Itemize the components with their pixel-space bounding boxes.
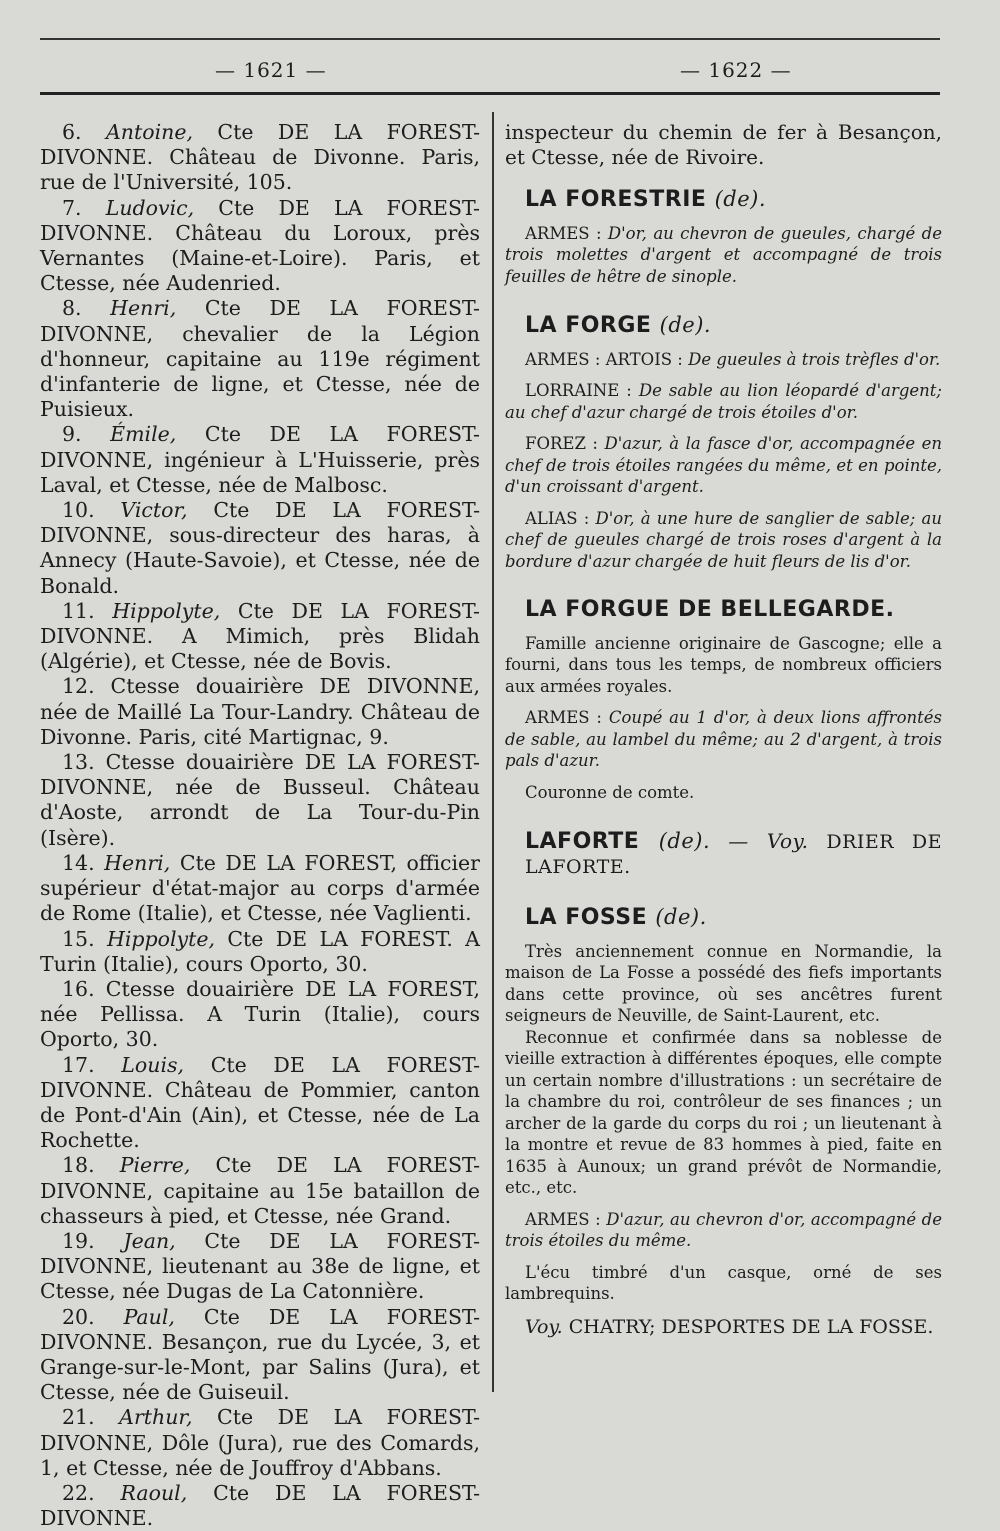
entry-number: 14.	[62, 850, 95, 875]
entry-number: 11.	[62, 598, 95, 623]
entry-number: 18.	[62, 1153, 95, 1178]
left-entry	[40, 120, 480, 196]
entry-text: Cte DE LA FOREST-DIVONNE.	[40, 1480, 480, 1531]
left-entry	[40, 599, 480, 675]
entry-name: Raoul,	[120, 1480, 188, 1505]
left-entry	[40, 674, 480, 750]
left-entry	[40, 1153, 480, 1229]
arms-forge-alias: ALIAS : D'or, à une hure de sanglier de sable; au chef de gueules chargé de trois roses d'argent à la bordure d'azur chargée de huit fleurs de lis d'or.	[505, 508, 942, 571]
left-entry	[40, 1305, 480, 1406]
left-entry	[40, 1405, 480, 1481]
fosse-paragraph-1: Très anciennement connue en Normandie, la maison de La Fosse a possédé des fiefs importants dans cette province, où ses ancêtres furent seigneurs de Neuville, de Saint-Laurent, etc.	[505, 941, 942, 1025]
fosse-paragraph-2: Reconnue et confirmée dans sa noblesse de vieille extraction à différentes époques, elle compte un certain nombre d'illustrations : un secrétaire de la chambre du roi, contrôleur de ses finances ; un archer de la garde du corps du roi ; un lieutenant à la montre et revue de 83 hommes à pied, faite en 1635 à Aunoux; un grand prévôt de Normandie, etc., etc.	[505, 1027, 942, 1197]
entry-text: Cte DE LA FOREST-DIVONNE. Château du Loroux, près Vernantes (Maine-et-Loire). Paris, et Ctesse, née Audenried.	[40, 195, 480, 296]
entry-text: Ctesse douairière DE LA FOREST, née Pellissa. A Turin (Italie), cours Oporto, 30.	[40, 976, 480, 1052]
left-page-number: — 1621 —	[215, 58, 327, 82]
entry-number: 21.	[62, 1405, 95, 1430]
entry-number: 22.	[62, 1480, 95, 1505]
left-entry	[40, 296, 480, 422]
column-divider	[492, 112, 494, 1392]
header-rule	[40, 92, 940, 95]
fosse-see-also: Voy. CHATRY; DESPORTES DE LA FOSSE.	[525, 1315, 934, 1338]
arms-forge-artois: ARMES : ARTOIS : De gueules à trois trèfles d'or.	[525, 349, 941, 369]
entry-name: Hippolyte,	[112, 598, 221, 623]
entry-name: Émile,	[110, 422, 177, 447]
entry-number: 16.	[62, 976, 95, 1001]
entry-title-laforte: LAFORTE (de). — Voy. DRIER DE LAFORTE.	[525, 829, 942, 878]
entry-text: Cte DE LA FOREST-DIVONNE. A Mimich, près Blidah (Algérie), et Ctesse, née de Bovis.	[40, 598, 480, 674]
left-entry	[40, 1229, 480, 1305]
entry-number: 13.	[62, 750, 95, 775]
left-entry	[40, 927, 480, 977]
arms-forgue: ARMES : Coupé au 1 d'or, à deux lions affrontés de sable, au lambel du même; au 2 d'argent, à trois pals d'azur.	[505, 708, 942, 770]
left-entry	[40, 422, 480, 498]
entry-text: Cte DE LA FOREST-DIVONNE. Château de Divonne. Paris, rue de l'Université, 105.	[40, 120, 480, 195]
left-entry	[40, 851, 480, 927]
entry-name: Paul,	[123, 1304, 175, 1329]
entry-title-forgue: LA FORGUE DE BELLEGARDE.	[525, 597, 895, 622]
entry-text: Cte DE LA FOREST-DIVONNE, ingénieur à L'Huisserie, près Laval, et Ctesse, née de Malbosc.	[40, 422, 480, 497]
entry-number: 7.	[62, 195, 82, 220]
entry-title-forge: LA FORGE (de).	[525, 313, 712, 338]
entry-title-fosse: LA FOSSE (de).	[525, 905, 707, 930]
entry-number: 17.	[62, 1052, 95, 1077]
continuation-text: inspecteur du chemin de fer à Besançon, et Ctesse, née de Rivoire.	[505, 120, 942, 169]
left-entry	[40, 196, 480, 297]
arms-forge-lorraine: LORRAINE : De sable au lion léopardé d'argent; au chef d'azur chargé de trois étoiles d'or.	[505, 381, 942, 422]
entry-text: Cte DE LA FOREST-DIVONNE. Château de Pommier, canton de Pont-d'Ain (Ain), et Ctesse, née de La Rochette.	[40, 1052, 480, 1153]
entry-name: Henri,	[104, 850, 171, 875]
top-rule	[40, 38, 940, 40]
entry-text: Ctesse douairière DE LA FOREST-DIVONNE, née de Busseul. Château d'Aoste, arrondt de La Tour-du-Pin (Isère).	[40, 750, 480, 850]
entry-name: Jean,	[123, 1228, 176, 1253]
entry-name: Victor,	[120, 498, 188, 523]
entry-text: Cte DE LA FOREST-DIVONNE, Dôle (Jura), rue des Comards, 1, et Ctesse, née de Jouffroy d'Abbans.	[40, 1405, 480, 1480]
right-page-number: — 1622 —	[680, 58, 792, 82]
entry-name: Hippolyte,	[106, 926, 215, 951]
forgue-intro: Famille ancienne originaire de Gascogne; elle a fourni, dans tous les temps, de nombreux officiers aux armées royales.	[505, 633, 942, 696]
entry-name: Arthur,	[119, 1405, 193, 1430]
entry-text: Cte DE LA FOREST-DIVONNE, lieutenant au 38e de ligne, et Ctesse, née Dugas de La Catonnière.	[40, 1228, 480, 1304]
entry-name: Louis,	[121, 1052, 185, 1077]
entry-number: 19.	[62, 1228, 95, 1253]
entry-title-forestrie: LA FORESTRIE (de).	[525, 187, 767, 212]
entry-number: 6.	[62, 120, 82, 144]
left-entry	[40, 498, 480, 599]
left-entry	[40, 977, 480, 1053]
entry-number: 20.	[62, 1304, 95, 1329]
left-entry	[40, 1481, 480, 1531]
entry-text: Cte DE LA FOREST-DIVONNE, capitaine au 15e bataillon de chasseurs à pied, et Ctesse, née Grand.	[40, 1153, 480, 1228]
entry-name: Antoine,	[106, 120, 193, 144]
entry-text: Cte DE LA FOREST-DIVONNE. Besançon, rue du Lycée, 3, et Grange-sur-le-Mont, par Salins (Jura), et Ctesse, née de Guiseuil.	[40, 1304, 480, 1405]
entry-text: Cte DE LA FOREST-DIVONNE, sous-directeur des haras, à Annecy (Haute-Savoie), et Ctesse, née de Bonald.	[40, 498, 480, 598]
entry-number: 8.	[62, 296, 82, 321]
left-entry	[40, 1053, 480, 1154]
arms-fosse: ARMES : D'azur, au chevron d'or, accompagné de trois étoiles du même.	[505, 1209, 942, 1250]
entry-number: 15.	[62, 926, 95, 951]
entry-text: Ctesse douairière DE DIVONNE, née de Maillé La Tour-Landry. Château de Divonne. Paris, cité Martignac, 9.	[40, 674, 480, 749]
arms-forestrie: ARMES : D'or, au chevron de gueules, chargé de trois molettes d'argent et accompagné de trois feuilles de hêtre de sinople.	[505, 223, 942, 286]
arms-forge-forez: FOREZ : D'azur, à la fasce d'or, accompagnée en chef de trois étoiles rangées du même, et en pointe, d'un croissant d'argent.	[505, 434, 942, 496]
entry-name: Ludovic,	[105, 195, 195, 220]
entry-number: 10.	[62, 498, 95, 523]
forgue-couronne: Couronne de comte.	[525, 782, 695, 802]
fosse-ecu: L'écu timbré d'un casque, orné de ses lambrequins.	[505, 1262, 942, 1303]
left-entry	[40, 750, 480, 851]
entry-name: Henri,	[110, 296, 177, 321]
right-column	[505, 120, 942, 1339]
entry-text: Cte DE LA FOREST, officier supérieur d'état-major au corps d'armée de Rome (Italie), et Ctesse, née Vaglienti.	[40, 850, 480, 926]
entry-text: Cte DE LA FOREST-DIVONNE, chevalier de la Légion d'honneur, capitaine au 119e régiment d'infanterie de ligne, et Ctesse, née de Puisieux.	[40, 296, 480, 422]
entry-number: 12.	[62, 674, 95, 699]
entry-text: Cte DE LA FOREST. A Turin (Italie), cours Oporto, 30.	[40, 926, 480, 976]
entry-number: 9.	[62, 422, 82, 447]
entry-name: Pierre,	[119, 1153, 191, 1178]
left-column	[40, 120, 480, 1531]
